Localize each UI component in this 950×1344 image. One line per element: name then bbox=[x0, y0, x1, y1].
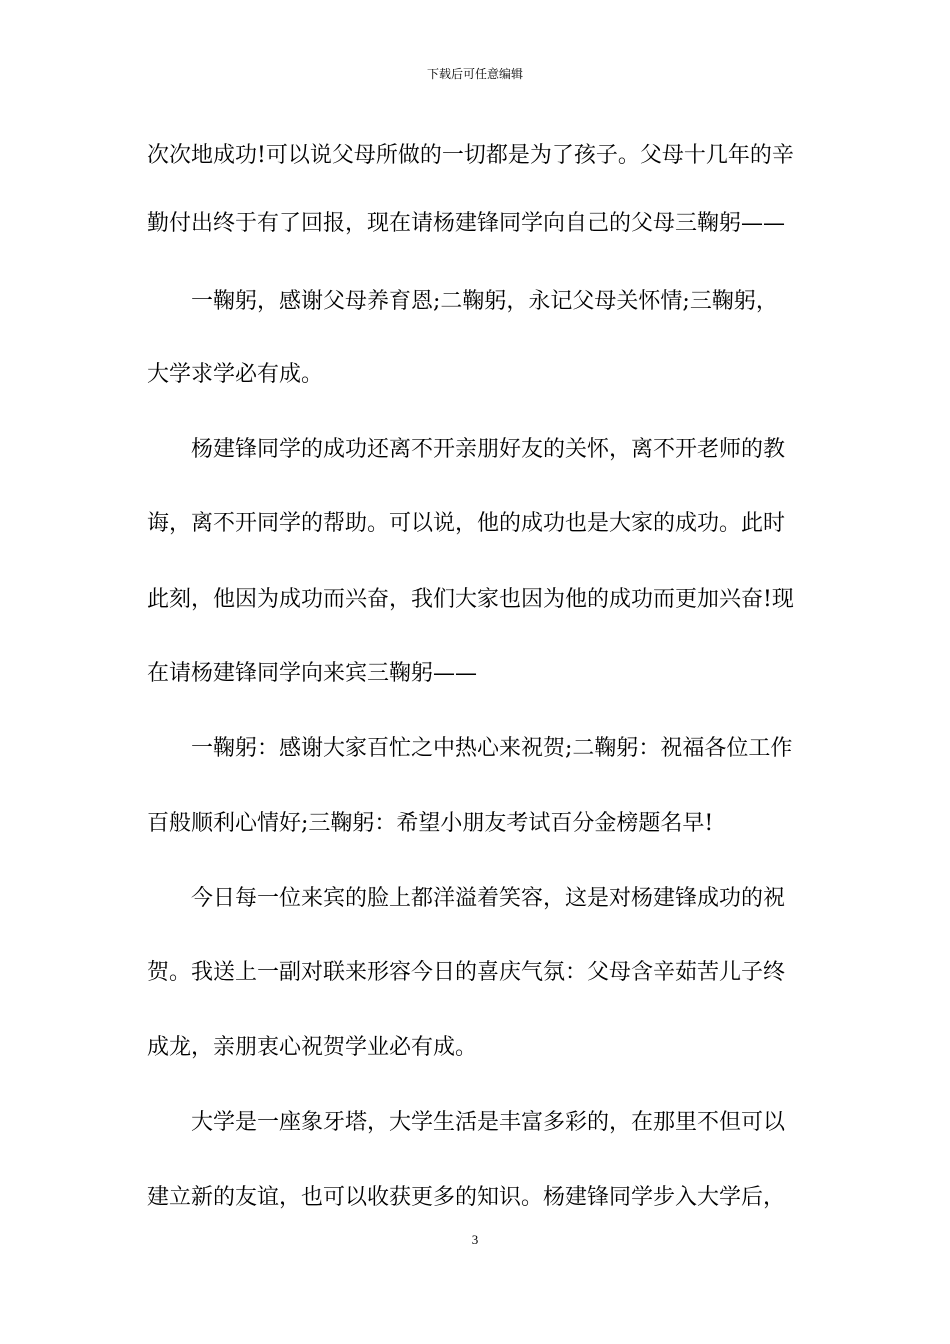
body-text-line: 在请杨建锋同学向来宾三鞠躬—— bbox=[147, 661, 478, 686]
body-text-line: 一鞠躬，感谢父母养育恩;二鞠躬，永记父母关怀情;三鞠躬， bbox=[147, 289, 778, 314]
page-number: 3 bbox=[471, 1232, 479, 1247]
body-text-line: 此刻，他因为成功而兴奋，我们大家也因为他的成功而更加兴奋!现 bbox=[147, 587, 794, 612]
body-text-line: 次次地成功!可以说父母所做的一切都是为了孩子。父母十几年的辛 bbox=[147, 143, 794, 168]
body-text-line: 勤付出终于有了回报，现在请杨建锋同学向自己的父母三鞠躬—— bbox=[147, 211, 786, 236]
body-text-line: 成龙，亲朋衷心祝贺学业必有成。 bbox=[147, 1035, 478, 1060]
page-header: 下载后可任意编辑 bbox=[426, 67, 523, 81]
body-text-line: 大学求学必有成。 bbox=[147, 362, 324, 387]
body-text-line: 今日每一位来宾的脸上都洋溢着笑容，这是对杨建锋成功的祝 bbox=[147, 886, 786, 911]
body-text-line: 诲，离不开同学的帮助。可以说，他的成功也是大家的成功。此时 bbox=[147, 511, 786, 536]
body-text-line: 杨建锋同学的成功还离不开亲朋好友的关怀，离不开老师的教 bbox=[147, 437, 786, 462]
body-text-line: 一鞠躬：感谢大家百忙之中热心来祝贺;二鞠躬：祝福各位工作 bbox=[147, 736, 793, 761]
body-text-line: 贺。我送上一副对联来形容今日的喜庆气氛：父母含辛茹苦儿子终 bbox=[147, 960, 786, 985]
body-text-line: 百般顺利心情好;三鞠躬：希望小朋友考试百分金榜题名早! bbox=[147, 811, 714, 836]
body-text-line: 大学是一座象牙塔，大学生活是丰富多彩的，在那里不但可以 bbox=[147, 1110, 786, 1135]
body-text-line: 建立新的友谊，也可以收获更多的知识。杨建锋同学步入大学后， bbox=[147, 1185, 786, 1210]
